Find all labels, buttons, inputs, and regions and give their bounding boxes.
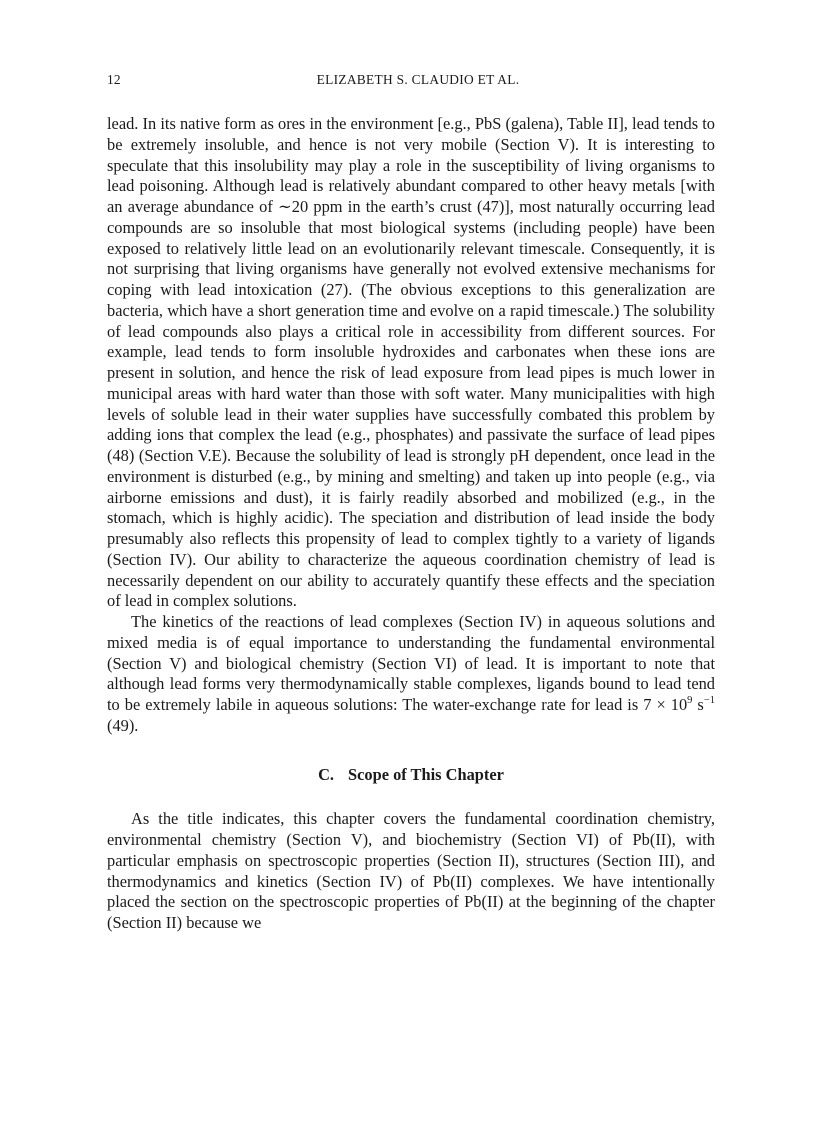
running-head [107, 72, 715, 94]
unit-seconds: s [692, 695, 704, 714]
body-text [107, 114, 715, 934]
page-number: 12 [107, 72, 121, 87]
paragraph-kinetics [107, 612, 715, 737]
page [107, 72, 715, 934]
citation-49: (49). [107, 715, 139, 735]
exponent-nine: 9 [687, 695, 693, 706]
paragraph-scope: As the title indicates, this chapter covers the fundamental coordination chemistry, environmental chemistry (Section V), and biochemistry (Section VI) of Pb(II), with particular emphasis on spectroscopic properties (Section II), structures (Section III), and thermodynamics and kinetics (Section IV) of Pb(II) complexes. We have intentionally placed the section on the spectroscopic properties of Pb(II) at the beginning of the chapter (Section II) because we [107, 809, 715, 932]
section-label: C. [318, 764, 335, 784]
section-title: Scope of This Chapter [348, 764, 504, 784]
section-heading [107, 765, 715, 786]
paragraph-kinetics-text: The kinetics of the reactions of lead complexes (Section IV) in aqueous solutions and mixed media is of equal importance to understanding the fundamental environmental (Section V) and biological chemistry (Section VI) of lead. It is important to note that although lead forms very thermodynamically stable complexes, ligands bound to lead tend to be extremely labile in aqueous solutions: The water-exchange rate for lead is 7 × 10 [107, 612, 715, 714]
exponent-minus-one: −1 [703, 695, 715, 706]
running-title: ELIZABETH S. CLAUDIO ET AL. [316, 72, 520, 87]
paragraph-continuation: lead. In its native form as ores in the environment [e.g., PbS (galena), Table II], lead tends to be extremely insoluble, and hence is not very mobile (Section V). It is interesting to speculate that this insolubility may play a role in the susceptibility of living organisms to lead poisoning. Although lead is relatively abundant compared to other heavy metals [with an average abundance of ∼20 ppm in the earth’s crust (47)], most naturally occurring lead compounds are so insoluble that most biological systems (including people) have been exposed to relatively little lead on an evolutionarily relevant timescale. Consequently, it is not surprising that living organisms have generally not evolved extensive mechanisms for coping with lead intoxication (27). (The obvious exceptions to this generalization are bacteria, which have a short generation time and evolve on a rapid timescale.) The solubility of lead compounds also plays a critical role in accessibility from different sources. For example, lead tends to form insoluble hydroxides and carbonates when these ions are present in solution, and hence the risk of lead exposure from lead pipes is much lower in municipal areas with hard water than those with soft water. Many municipalities with high levels of soluble lead in their water supplies have successfully combated this problem by adding ions that complex the lead (e.g., phosphates) and passivate the surface of lead pipes (48) (Section V.E). Because the solubility of lead is strongly pH dependent, once lead in the environment is disturbed (e.g., by mining and smelting) and taken up into people (e.g., via airborne emissions and dust), it is fairly readily absorbed and mobilized (e.g., in the stomach, which is highly acidic). The speciation and distribution of lead inside the body presumably also reflects this propensity of lead to complex tightly to a variety of ligands (Section IV). Our ability to characterize the aqueous coordination chemistry of lead is necessarily dependent on our ability to accurately quantify these effects and the speciation of lead in complex solutions. [107, 114, 715, 611]
